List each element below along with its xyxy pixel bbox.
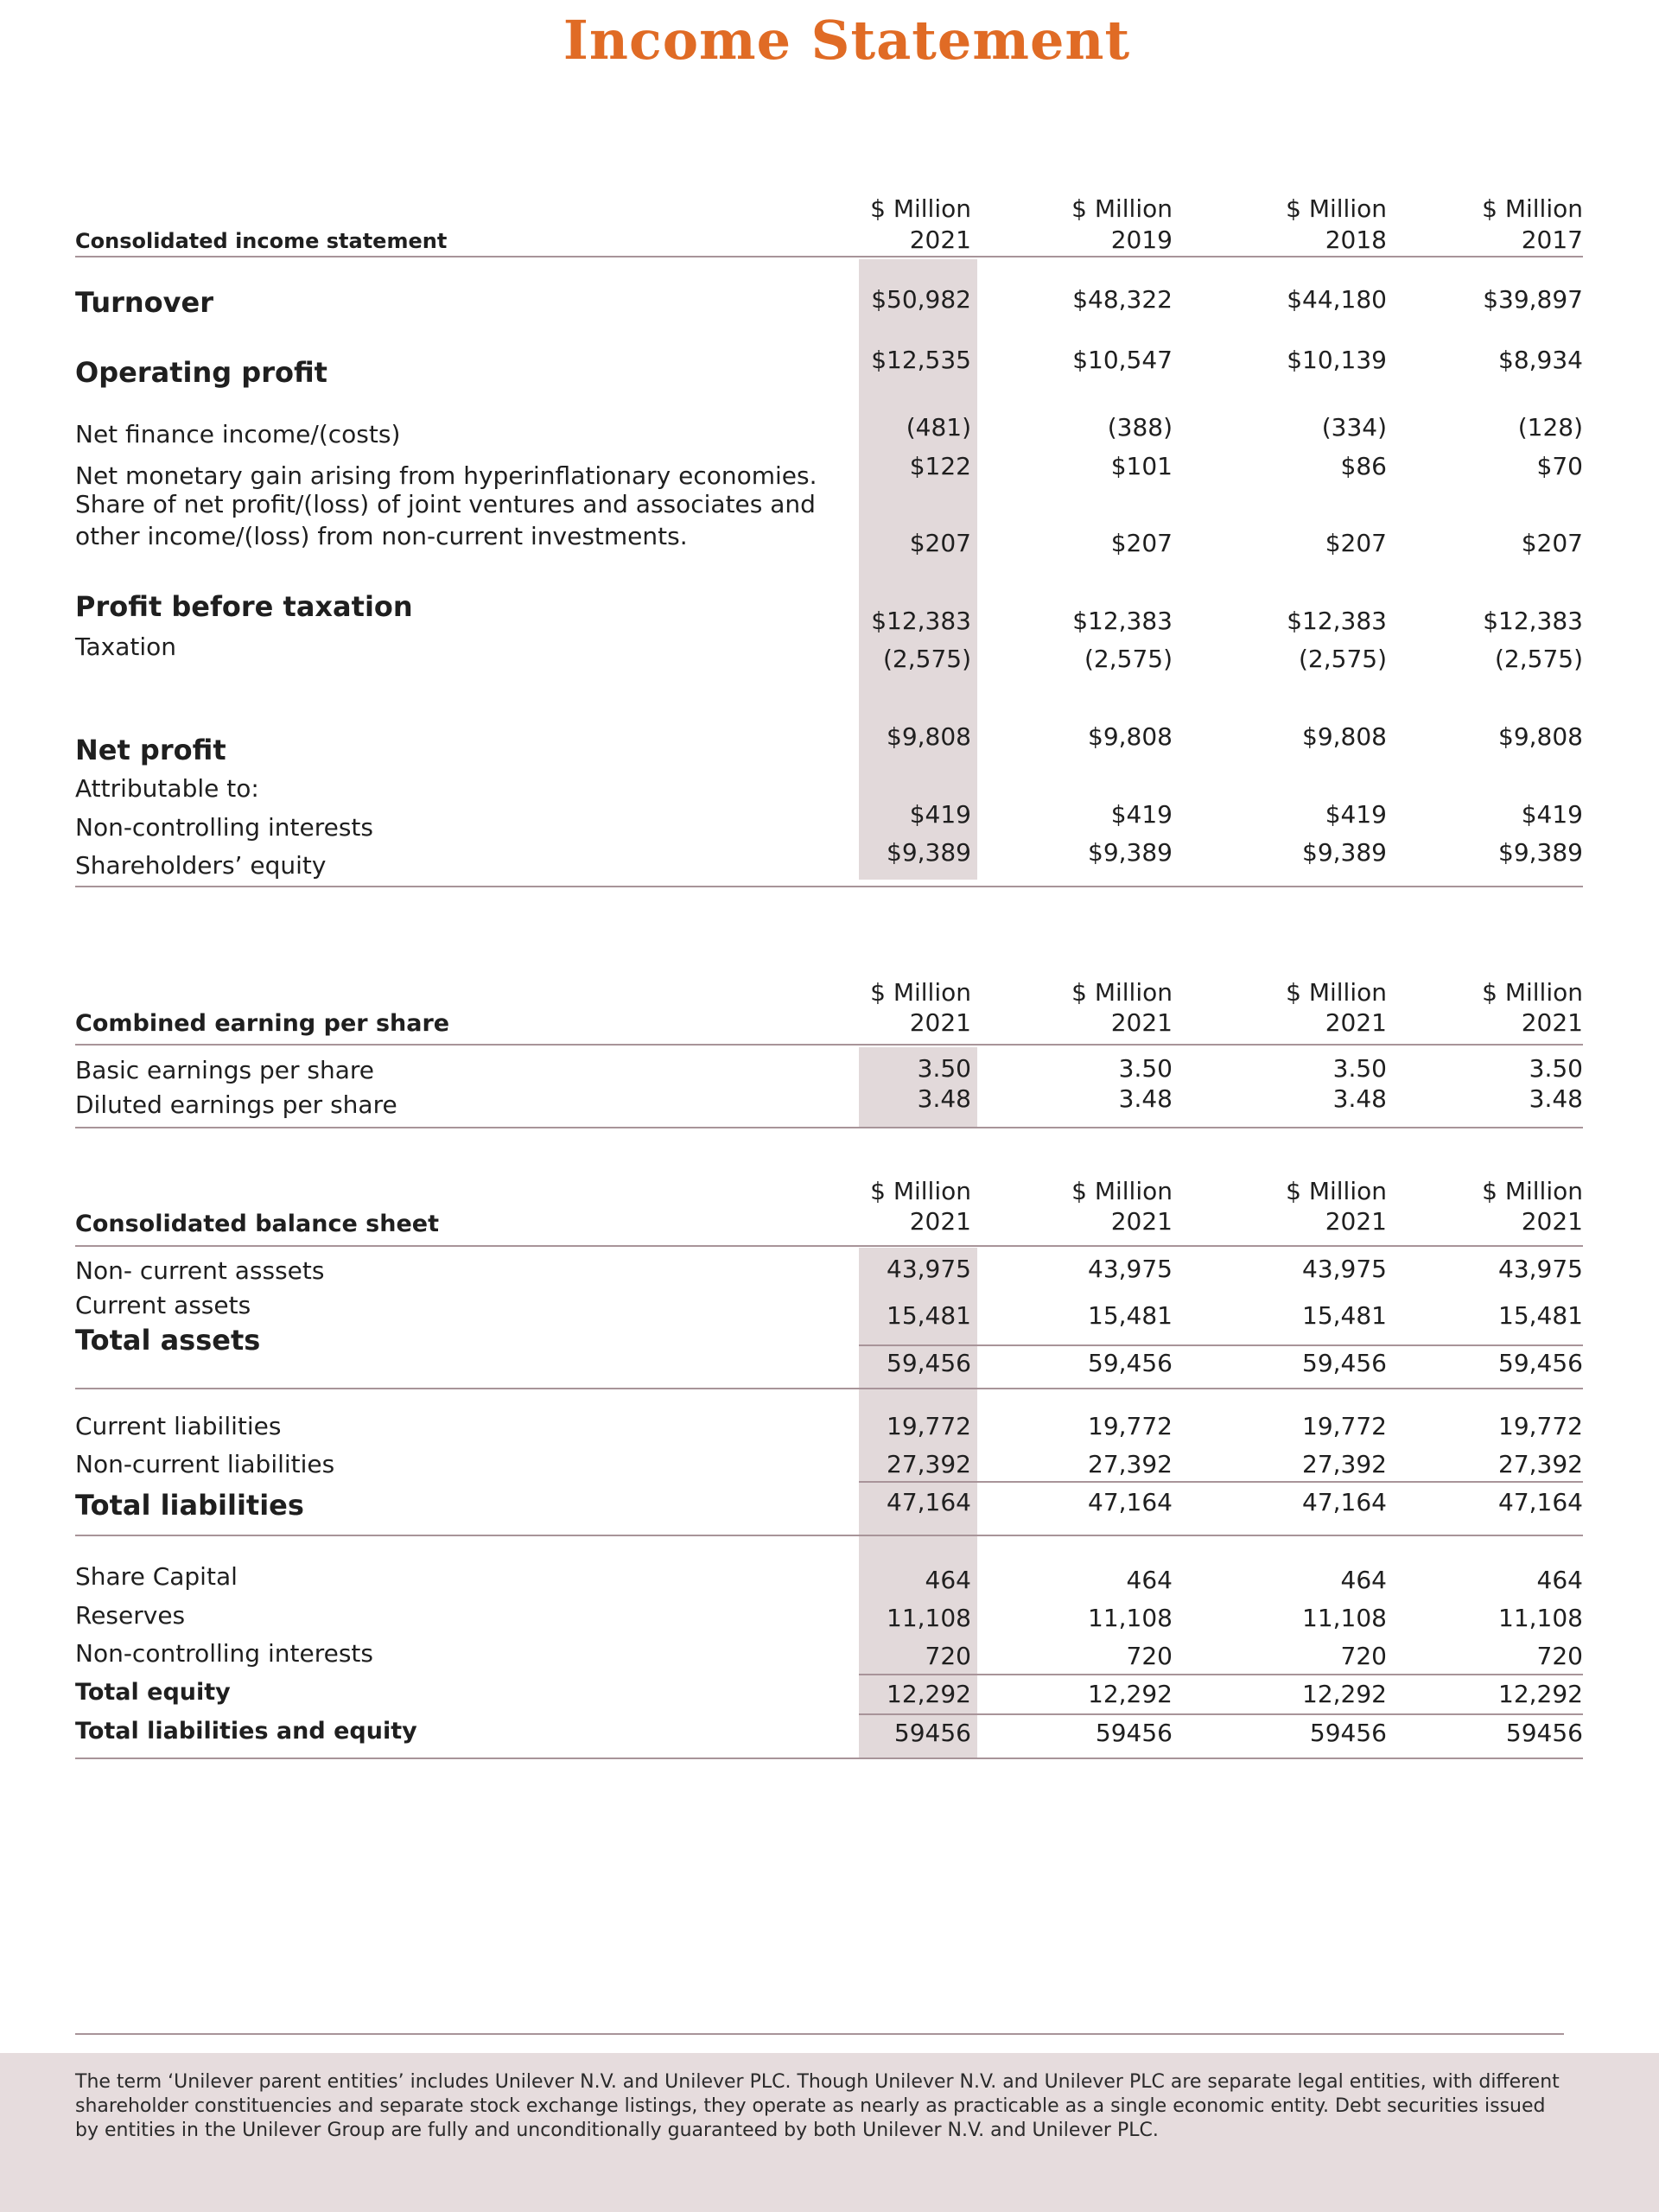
cell-value: 59456 bbox=[1309, 1719, 1387, 1747]
row-label: Operating profit bbox=[75, 356, 327, 389]
cell-value: 464 bbox=[1536, 1566, 1583, 1594]
cell-value: $9,808 bbox=[1088, 722, 1173, 751]
row-label: Total liabilities and equity bbox=[75, 1718, 417, 1745]
cell-value: $207 bbox=[1110, 529, 1173, 557]
row-label: Non-current liabilities bbox=[75, 1450, 335, 1478]
column-year: 2021 bbox=[1521, 1008, 1583, 1037]
cell-value: 3.50 bbox=[1332, 1054, 1387, 1083]
cell-value: (2,575) bbox=[882, 645, 971, 673]
cell-value: $207 bbox=[1325, 529, 1387, 557]
cell-value: 11,108 bbox=[887, 1604, 971, 1632]
subtotal-divider bbox=[859, 1344, 1583, 1346]
row-label: Current liabilities bbox=[75, 1412, 282, 1440]
cell-value: 59,456 bbox=[1302, 1349, 1387, 1377]
column-year: 2021 bbox=[1110, 1207, 1173, 1236]
row-label: Basic earnings per share bbox=[75, 1056, 374, 1084]
cell-value: (2,575) bbox=[1084, 645, 1173, 673]
row-label: Non- current asssets bbox=[75, 1256, 325, 1285]
row-label: Current assets bbox=[75, 1291, 251, 1319]
cell-value: 59,456 bbox=[887, 1349, 971, 1377]
row-label: Reserves bbox=[75, 1601, 186, 1630]
cell-value: $207 bbox=[1521, 529, 1583, 557]
row-label: Diluted earnings per share bbox=[75, 1090, 397, 1119]
column-year: 2021 bbox=[909, 1008, 971, 1037]
section-heading: Combined earning per share bbox=[75, 1010, 450, 1037]
cell-value: 27,392 bbox=[1088, 1450, 1173, 1478]
cell-value: (388) bbox=[1107, 413, 1173, 442]
cell-value: 27,392 bbox=[1498, 1450, 1583, 1478]
row-label: Share Capital bbox=[75, 1562, 238, 1591]
cell-value: 3.48 bbox=[1529, 1084, 1583, 1113]
cell-value: $12,383 bbox=[1287, 607, 1387, 635]
cell-value: 43,975 bbox=[1088, 1255, 1173, 1283]
row-label: Total liabilities bbox=[75, 1489, 304, 1522]
cell-value: 3.48 bbox=[1332, 1084, 1387, 1113]
cell-value: $9,808 bbox=[887, 722, 971, 751]
subtotal-divider bbox=[859, 1481, 1583, 1483]
cell-value: 720 bbox=[1340, 1642, 1387, 1670]
row-label: Share of net profit/(loss) of joint ventures and associates and other income/(loss) from non-current investments. bbox=[75, 490, 816, 550]
cell-value: 19,772 bbox=[1302, 1412, 1387, 1440]
row-label: Total assets bbox=[75, 1324, 261, 1357]
cell-value: 15,481 bbox=[1498, 1301, 1583, 1330]
cell-value: (481) bbox=[906, 413, 971, 442]
cell-value: 12,292 bbox=[1088, 1680, 1173, 1708]
cell-value: 464 bbox=[1340, 1566, 1387, 1594]
cell-value: $419 bbox=[1325, 800, 1387, 829]
cell-value: $207 bbox=[909, 529, 971, 557]
column-unit: $ Million bbox=[1286, 978, 1387, 1007]
column-unit: $ Million bbox=[1286, 1177, 1387, 1205]
column-unit: $ Million bbox=[1482, 978, 1583, 1007]
cell-value: $9,389 bbox=[887, 838, 971, 867]
cell-value: 12,292 bbox=[1498, 1680, 1583, 1708]
cell-value: 59456 bbox=[893, 1719, 971, 1747]
cell-value: 464 bbox=[925, 1566, 971, 1594]
column-unit: $ Million bbox=[870, 978, 971, 1007]
divider bbox=[75, 1044, 1583, 1046]
column-year: 2021 bbox=[909, 1207, 971, 1236]
cell-value: 11,108 bbox=[1302, 1604, 1387, 1632]
cell-value: $9,389 bbox=[1302, 838, 1387, 867]
cell-value: 47,164 bbox=[1498, 1488, 1583, 1516]
column-unit: $ Million bbox=[1071, 1177, 1173, 1205]
column-unit: $ Million bbox=[870, 194, 971, 223]
cell-value: 15,481 bbox=[1302, 1301, 1387, 1330]
column-year: 2018 bbox=[1325, 226, 1387, 254]
column-unit: $ Million bbox=[1482, 1177, 1583, 1205]
column-year: 2021 bbox=[1325, 1008, 1387, 1037]
cell-value: 11,108 bbox=[1498, 1604, 1583, 1632]
row-label: Taxation bbox=[75, 632, 176, 661]
cell-value: 27,392 bbox=[887, 1450, 971, 1478]
row-label: Attributable to: bbox=[75, 774, 259, 803]
divider bbox=[75, 1245, 1583, 1247]
row-label: Shareholders’ equity bbox=[75, 851, 327, 880]
cell-value: 59,456 bbox=[1088, 1349, 1173, 1377]
cell-value: $9,808 bbox=[1498, 722, 1583, 751]
section-heading: Consolidated income statement bbox=[75, 229, 448, 253]
cell-value: 47,164 bbox=[1302, 1488, 1387, 1516]
column-unit: $ Million bbox=[1071, 194, 1173, 223]
cell-value: 3.50 bbox=[917, 1054, 971, 1083]
column-year: 2017 bbox=[1521, 226, 1583, 254]
cell-value: $70 bbox=[1536, 452, 1583, 480]
row-label: Net finance income/(costs) bbox=[75, 420, 401, 448]
cell-value: 12,292 bbox=[887, 1680, 971, 1708]
cell-value: (2,575) bbox=[1298, 645, 1387, 673]
row-label: Total equity bbox=[75, 1679, 231, 1706]
cell-value: $419 bbox=[1521, 800, 1583, 829]
column-unit: $ Million bbox=[1286, 194, 1387, 223]
cell-value: 59456 bbox=[1505, 1719, 1583, 1747]
cell-value: $10,139 bbox=[1287, 346, 1387, 374]
cell-value: $8,934 bbox=[1498, 346, 1583, 374]
cell-value: 43,975 bbox=[1302, 1255, 1387, 1283]
column-year: 2021 bbox=[1110, 1008, 1173, 1037]
cell-value: 19,772 bbox=[1498, 1412, 1583, 1440]
cell-value: $419 bbox=[1110, 800, 1173, 829]
cell-value: $44,180 bbox=[1287, 285, 1387, 314]
divider bbox=[75, 256, 1583, 257]
cell-value: (2,575) bbox=[1494, 645, 1583, 673]
section-heading: Consolidated balance sheet bbox=[75, 1211, 439, 1237]
divider bbox=[75, 1758, 1583, 1759]
cell-value: $50,982 bbox=[871, 285, 971, 314]
column-unit: $ Million bbox=[1071, 978, 1173, 1007]
cell-value: $86 bbox=[1340, 452, 1387, 480]
column-year: 2021 bbox=[1521, 1207, 1583, 1236]
cell-value: 47,164 bbox=[887, 1488, 971, 1516]
cell-value: $122 bbox=[909, 452, 971, 480]
row-label: Net profit bbox=[75, 734, 226, 766]
divider bbox=[75, 886, 1583, 887]
row-label: Net monetary gain arising from hyperinflationary economies. bbox=[75, 461, 817, 490]
cell-value: 59,456 bbox=[1498, 1349, 1583, 1377]
cell-value: 720 bbox=[925, 1642, 971, 1670]
cell-value: $12,383 bbox=[871, 607, 971, 635]
subtotal-divider bbox=[859, 1713, 1583, 1715]
column-unit: $ Million bbox=[870, 1177, 971, 1205]
cell-value: 43,975 bbox=[887, 1255, 971, 1283]
column-year: 2021 bbox=[909, 226, 971, 254]
cell-value: 12,292 bbox=[1302, 1680, 1387, 1708]
cell-value: $101 bbox=[1110, 452, 1173, 480]
cell-value: (128) bbox=[1517, 413, 1583, 442]
cell-value: (334) bbox=[1321, 413, 1387, 442]
cell-value: 720 bbox=[1126, 1642, 1173, 1670]
cell-value: 19,772 bbox=[1088, 1412, 1173, 1440]
cell-value: 43,975 bbox=[1498, 1255, 1583, 1283]
cell-value: 3.50 bbox=[1529, 1054, 1583, 1083]
footer-divider bbox=[75, 2033, 1564, 2035]
page-title: Income Statement bbox=[563, 9, 1131, 72]
cell-value: $12,535 bbox=[871, 346, 971, 374]
cell-value: $10,547 bbox=[1072, 346, 1173, 374]
cell-value: $48,322 bbox=[1072, 285, 1173, 314]
cell-value: 47,164 bbox=[1088, 1488, 1173, 1516]
cell-value: 59456 bbox=[1095, 1719, 1173, 1747]
cell-value: 27,392 bbox=[1302, 1450, 1387, 1478]
column-year: 2019 bbox=[1110, 226, 1173, 254]
subtotal-divider bbox=[859, 1674, 1583, 1675]
cell-value: 15,481 bbox=[887, 1301, 971, 1330]
row-label: Profit before taxation bbox=[75, 590, 413, 623]
column-year: 2021 bbox=[1325, 1207, 1387, 1236]
divider bbox=[75, 1127, 1583, 1128]
cell-value: 11,108 bbox=[1088, 1604, 1173, 1632]
column-unit: $ Million bbox=[1482, 194, 1583, 223]
cell-value: 3.48 bbox=[1118, 1084, 1173, 1113]
row-label: Non-controlling interests bbox=[75, 1639, 373, 1668]
divider bbox=[75, 1388, 1583, 1389]
cell-value: $12,383 bbox=[1072, 607, 1173, 635]
cell-value: 720 bbox=[1536, 1642, 1583, 1670]
row-label: Non-controlling interests bbox=[75, 813, 373, 842]
divider bbox=[75, 1535, 1583, 1536]
cell-value: 3.50 bbox=[1118, 1054, 1173, 1083]
footer-note: The term ‘Unilever parent entities’ includes Unilever N.V. and Unilever PLC. Though Unilever N.V. and Unilever PLC are separate legal entities, with different shareholder constituencies and separate stock exchange listings, they operate as nearly as practicable as a single economic entity. Debt securities issued by entities in the Unilever Group are fully and unconditionally guaranteed by both Unilever N.V. and Unilever PLC. bbox=[75, 2071, 1560, 2141]
cell-value: 464 bbox=[1126, 1566, 1173, 1594]
cell-value: $39,897 bbox=[1483, 285, 1583, 314]
cell-value: $12,383 bbox=[1483, 607, 1583, 635]
cell-value: 15,481 bbox=[1088, 1301, 1173, 1330]
cell-value: $419 bbox=[909, 800, 971, 829]
row-label: Turnover bbox=[75, 286, 213, 319]
cell-value: 19,772 bbox=[887, 1412, 971, 1440]
cell-value: $9,808 bbox=[1302, 722, 1387, 751]
cell-value: $9,389 bbox=[1498, 838, 1583, 867]
cell-value: 3.48 bbox=[917, 1084, 971, 1113]
cell-value: $9,389 bbox=[1088, 838, 1173, 867]
